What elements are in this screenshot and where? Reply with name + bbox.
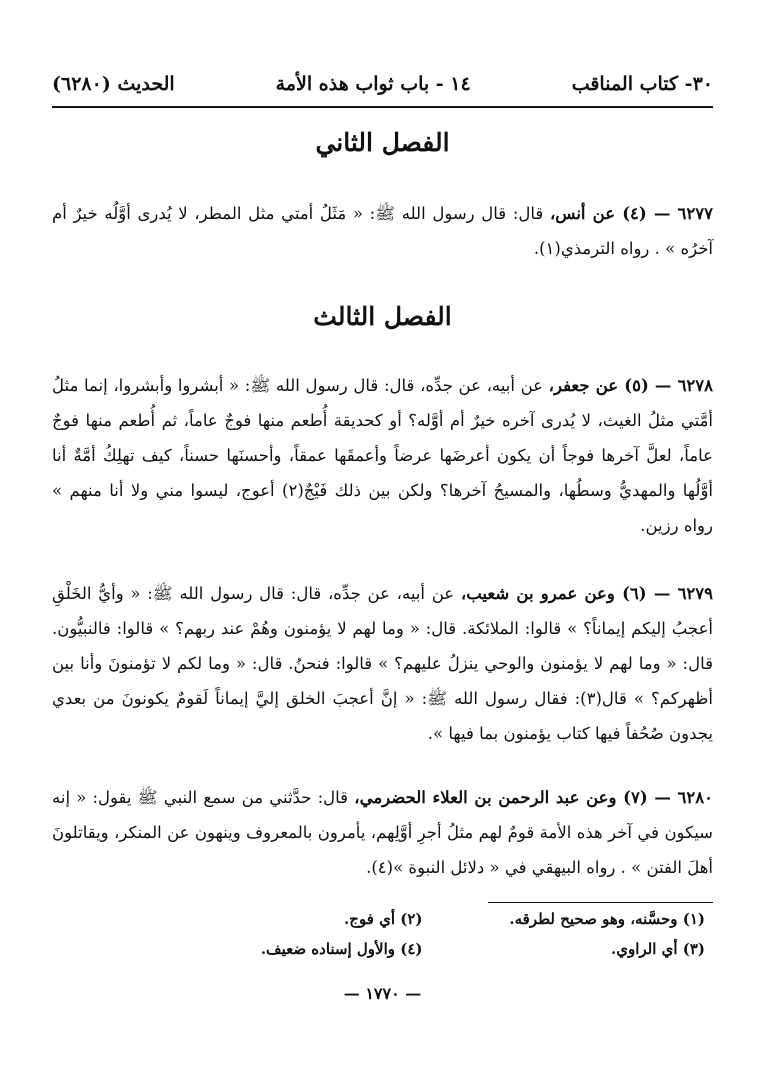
section-title-third: الفصل الثالث	[313, 302, 452, 331]
hadith-text: عن أبيه، عن جدِّه، قال: قال رسول الله ﷺ: « أبشروا وأبشروا، إنما مثلُ أمَّتي مثلُ الغيث، لا يُدرى آخره خيرٌ أم أوَّله؟ أو كحديقة أُطعم منها فوجٌ عاماً، ثم أُطعم منها فوجٌ عاماً، لعلَّ آخرها فوجاً أن يكون أعرضَها عرضاً وأعمقَها عمقاً، وأحسنَها حسناً، كيف تهلِكُ أمَّةٌ أنا أوَّلُها والمهديُّ وسطُها، والمسيحُ آخرها؟ ولكن بين ذلك فَيْجٌ(٢) أعوج، ليسوا مني ولا أنا منهم » رواه رزين.	[52, 376, 713, 535]
footnotes	[140, 906, 705, 962]
footnote-1: (١) وحسَّنه، وهو صحيح لطرقه.	[509, 910, 705, 928]
hadith-6279	[52, 576, 713, 751]
running-header	[52, 66, 713, 102]
header-divider	[52, 106, 713, 108]
section-title-second: الفصل الثاني	[315, 128, 450, 157]
chapter-title: ١٤ - باب ثواب هذه الأمة	[275, 73, 471, 95]
hadith-number: ٦٢٧٧ — (٤) عن أنس،	[549, 204, 713, 223]
footnote-3: (٣) أي الراوي.	[610, 940, 705, 958]
hadith-number: ٦٢٧٨ — (٥) عن جعفر،	[548, 376, 714, 395]
hadith-6280	[52, 780, 713, 885]
hadith-6278	[52, 368, 713, 543]
footnote-2: (٢) أي فوج.	[344, 910, 423, 928]
hadith-range: الحديث (٦٢٨٠)	[52, 73, 175, 95]
page-number: — ١٧٧٠ —	[343, 984, 422, 1003]
hadith-number: ٦٢٨٠ — (٧) وعن عبد الرحمن بن العلاء الحضرمي،	[354, 788, 713, 807]
book-title: ٣٠- كتاب المناقب	[571, 73, 713, 95]
hadith-text: قال: حدَّثني من سمع النبي ﷺ يقول: « إنه سيكون في آخر هذه الأمة قومٌ لهم مثلُ أجرِ أوَّلِهم، يأمرون بالمعروف وينهون عن المنكر، ويقاتلونَ أهلَ الفتن » . رواه البيهقي في « دلائل النبوة »(٤).	[52, 788, 713, 877]
footnote-divider	[488, 902, 713, 903]
footnote-4: (٤) والأول إسناده ضعيف.	[260, 940, 423, 958]
hadith-number: ٦٢٧٩ — (٦) وعن عمرو بن شعيب،	[460, 584, 714, 603]
hadith-text: عن أبيه، عن جدِّه، قال: قال رسول الله ﷺ: « وأيُّ الخَلْقِ أعجبُ إليكم إيماناً؟ » قالوا: الملائكة. قال: « وما لهم لا يؤمنون وهُمْ عند ربهم؟ » قالوا: فالنبيُّون. قال: « وما لهم لا يؤمنون والوحي ينزلُ عليهم؟ » قالوا: فنحنُ. قال: « وما لكم لا تؤمنونَ وأنا بين أظهركم؟ » قال(٣): فقال رسول الله ﷺ: « إنَّ أعجبَ الخلق إليَّ إيماناً لَقومٌ يكونونَ من بعدي يجدون صُحُفاً فيها كتاب يؤمنون بما فيها ».	[52, 584, 713, 743]
hadith-text: قال: قال رسول الله ﷺ: « مَثَلُ أمتي مثل المطر، لا يُدرى أوَّلُه خيرٌ أم آخرُه » . رواه الترمذي(١).	[52, 204, 713, 258]
hadith-6277	[52, 196, 713, 266]
